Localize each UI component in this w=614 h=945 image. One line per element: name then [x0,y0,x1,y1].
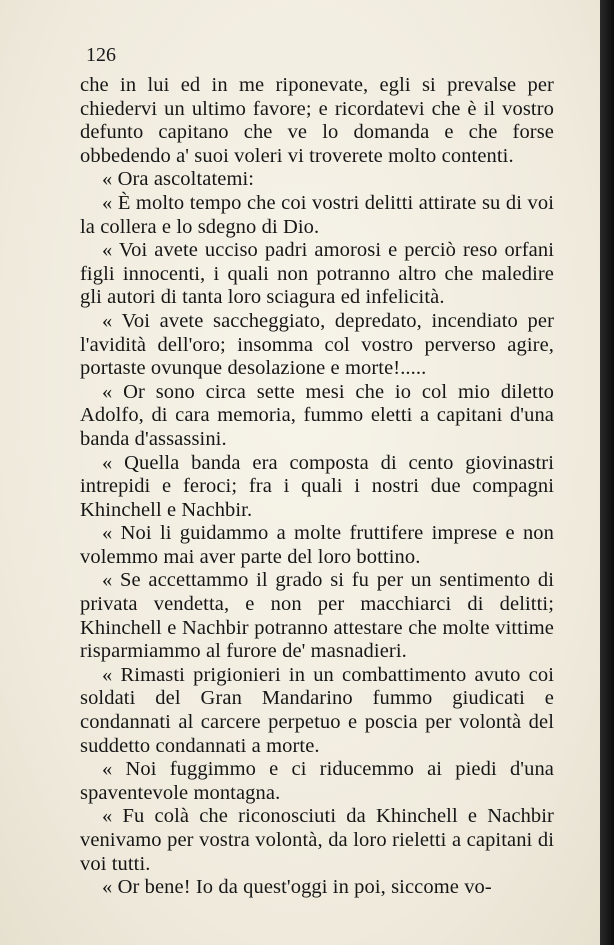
paragraph: che in lui ed in me riponevate, egli si prevalse per chiedervi un ultimo favore; e ricordatevi che è il vostro defunto capitano che ve lo domanda e che forse obbedendo a' suoi voleri vi troverete molto contenti. [80,74,554,167]
page-number: 126 [86,44,116,66]
paragraph: « Noi fuggimmo e ci riducemmo ai piedi d'una spaventevole montagna. [80,758,554,804]
paragraph: « Or sono circa sette mesi che io col mio diletto Adolfo, di cara memoria, fummo eletti a capitani d'una banda d'assassini. [80,380,554,450]
paragraph: « Ora ascoltatemi: [102,168,255,191]
page-body-text [80,74,554,900]
paragraph: « Se accettammo il grado si fu per un sentimento di privata vendetta, e non per macchiarci di delitti; Khinchell e Nachbir potranno attestare che molte vittime risparmiammo al furore de' masnadieri. [80,569,554,663]
paragraph: « Noi li guidammo a molte fruttifere imprese e non volemmo mai aver parte del loro bottino. [80,522,554,568]
paragraph: « Quella banda era composta di cento giovinastri intrepidi e feroci; fra i quali i nostri due compagni Khinchell e Nachbir. [80,451,554,521]
paragraph: « Or bene! Io da quest'oggi in poi, siccome vo- [102,876,492,899]
paragraph: « È molto tempo che coi vostri delitti attirate su di voi la collera e lo sdegno di Dio. [80,191,554,238]
paragraph: « Rimasti prigionieri in un combattimento avuto coi soldati del Gran Mandarino fummo giudicati e condannati al carcere perpetuo e poscia per volontà del suddetto condannati a morte. [80,663,554,757]
paragraph: « Fu colà che riconosciuti da Khinchell e Nachbir venivamo per vostra volontà, da loro rieletti a capitani di voi tutti. [80,805,554,875]
page-edge-shadow [600,0,614,945]
paragraph: « Voi avete saccheggiato, depredato, incendiato per l'avidità dell'oro; insomma col vostro perverso agire, portaste ovunque desolazione e morte!..... [80,309,554,380]
paragraph: « Voi avete ucciso padri amorosi e perciò reso orfani figli innocenti, i quali non potranno altro che maledire gli autori di tanta loro sciagura ed infelicità. [80,239,554,309]
